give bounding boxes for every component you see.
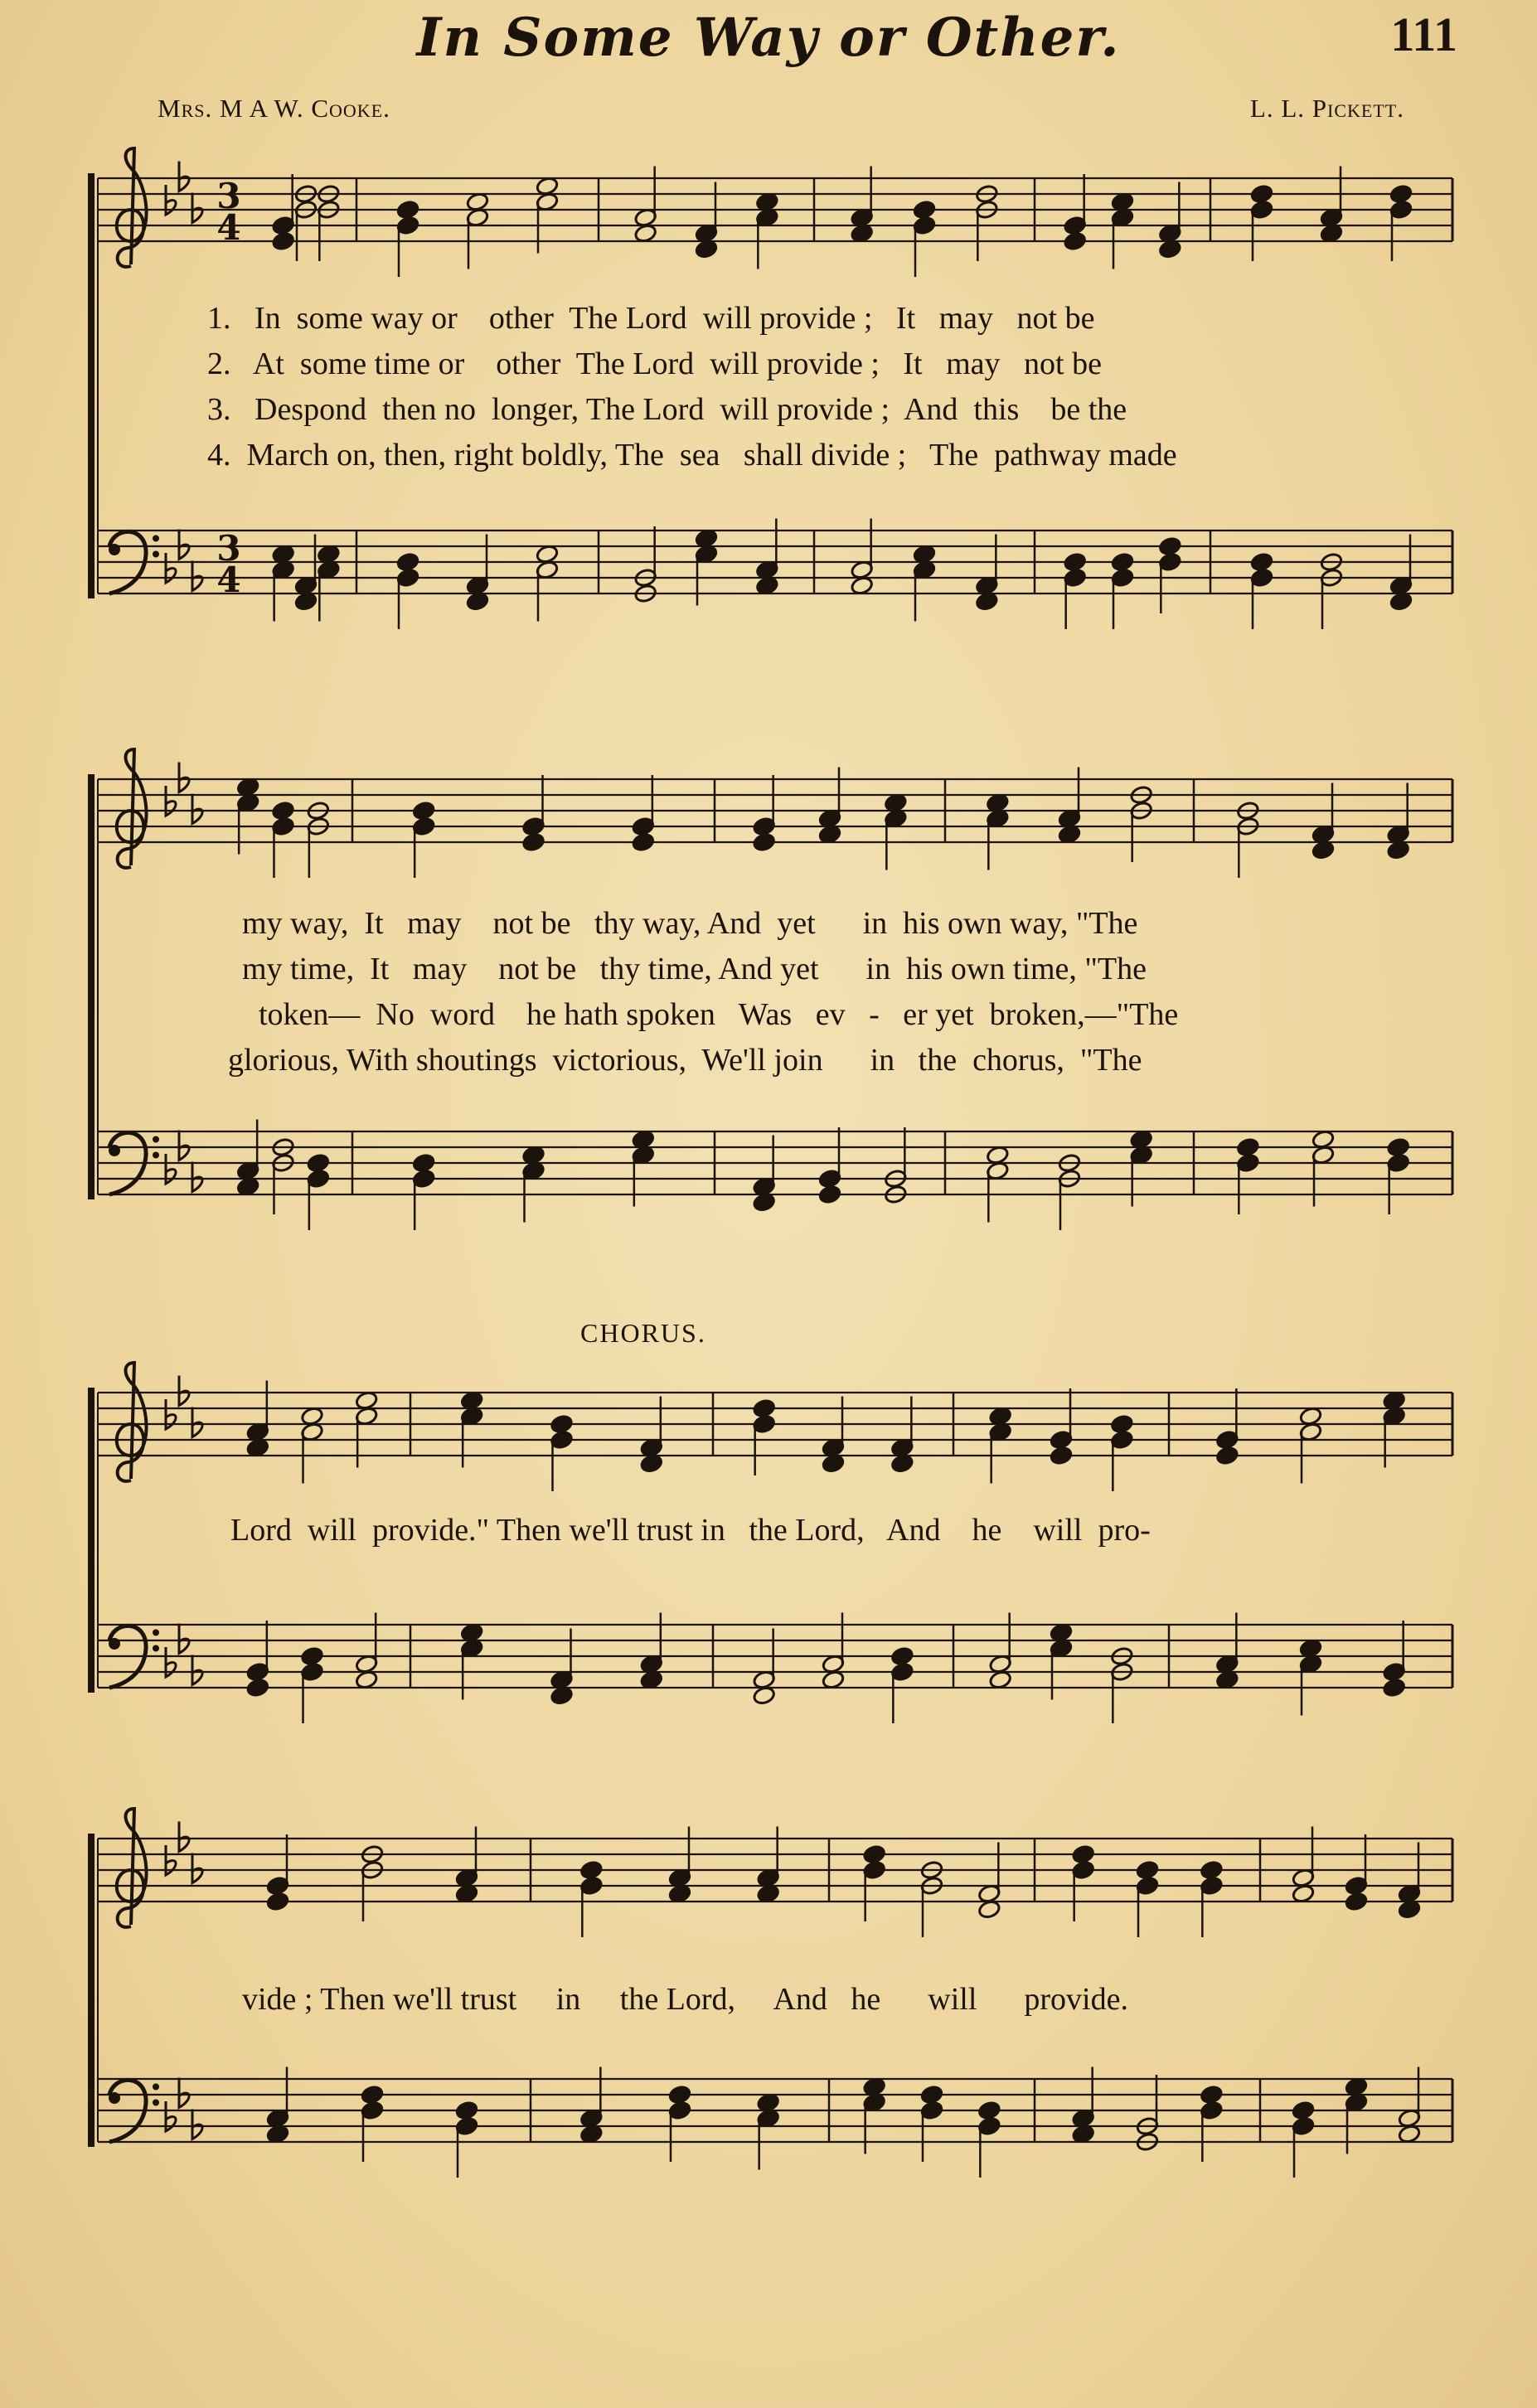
flat-icon (192, 193, 202, 223)
treble-clef-icon (117, 1363, 147, 1481)
lyric-verse-1: 1. In some way or other The Lord will provide ; It may not be (207, 301, 1095, 336)
lyric-verse-4: glorious, With shoutings victorious, We'll join in the chorus, "The (228, 1043, 1142, 1078)
flat-icon (179, 1376, 189, 1406)
treble-clef-icon (117, 1809, 147, 1927)
lyric-verse-1: my way, It may not be thy way, And yet in his own way, "The (242, 906, 1138, 941)
flat-icon (179, 2078, 189, 2108)
note-head (1236, 1137, 1259, 1157)
bass-clef-dot (109, 2092, 120, 2104)
note-head (752, 832, 775, 852)
flat-icon (192, 2110, 202, 2139)
note-head (1071, 1844, 1094, 1864)
note-head (1111, 552, 1134, 572)
lyric-verse-2: 2. At some time or other The Lord will provide ; It may not be (207, 346, 1102, 381)
lyric-chorus-end: vide ; Then we'll trust in the Lord, And he will provide. (242, 1982, 1128, 2017)
bass-clef-dot (153, 1136, 159, 1143)
flat-icon (179, 763, 189, 792)
note-head (1389, 184, 1413, 204)
bass-clef-dot (153, 535, 159, 542)
composer-credit: L. L. Pickett. (1249, 94, 1404, 123)
note-head (271, 231, 294, 251)
flat-icon (179, 1624, 189, 1654)
chorus-label: CHORUS. (580, 1318, 706, 1348)
flat-icon (192, 1162, 202, 1192)
note-head (266, 1892, 289, 1911)
note-head (752, 1398, 775, 1418)
flat-icon (192, 1655, 202, 1685)
treble-clef-icon (117, 749, 147, 868)
time-signature-bottom: 4 (216, 207, 241, 248)
note-head (455, 2100, 478, 2120)
flat-icon (179, 1822, 189, 1852)
note-head (396, 200, 419, 220)
note-head (920, 2085, 943, 2105)
note-head (396, 552, 419, 572)
bass-clef-dot (153, 1630, 159, 1636)
note-head (361, 2085, 384, 2105)
flat-icon (192, 1853, 202, 1883)
note-head (1063, 231, 1086, 251)
note-head (862, 1844, 885, 1864)
note-head (1250, 552, 1273, 572)
note-head (1386, 1137, 1409, 1157)
bass-clef-dot (153, 1645, 159, 1652)
treble-clef-icon (117, 148, 147, 267)
bass-clef-dot (109, 1638, 120, 1650)
note-head (1345, 1892, 1368, 1911)
note-head (632, 832, 655, 852)
note-head (818, 1185, 841, 1204)
bass-clef-dot (109, 1145, 120, 1156)
note-head (1250, 184, 1273, 204)
bass-clef-dot (153, 551, 159, 558)
flat-icon (192, 561, 202, 591)
bass-clef-dot (109, 544, 120, 555)
bass-clef-dot (153, 2084, 159, 2091)
lyric-verse-3: 3. Despond then no longer, The Lord will provide ; And this be the (207, 392, 1127, 427)
note-head (1158, 536, 1181, 556)
flat-icon (192, 794, 202, 824)
flat-icon (179, 162, 189, 191)
hymn-title: In Some Way or Other. (416, 7, 1121, 69)
note-head (1200, 2085, 1223, 2105)
note-head (913, 200, 936, 220)
note-head (300, 1646, 323, 1666)
lyric-verse-2: my time, It may not be thy time, And yet in his own time, "The (242, 952, 1147, 986)
note-head (1050, 1446, 1073, 1466)
note-head (1382, 1678, 1405, 1698)
note-head (246, 1678, 269, 1698)
flat-icon (179, 1131, 189, 1160)
note-head (550, 1414, 573, 1434)
bass-clef-dot (153, 2100, 159, 2106)
note-head (307, 1153, 330, 1173)
note-head (412, 801, 435, 821)
note-head (1200, 1860, 1223, 1880)
note-head (977, 2100, 1001, 2120)
time-signature-top: 3 (216, 176, 241, 216)
note-head (1136, 1860, 1159, 1880)
time-signature-top: 3 (216, 528, 241, 569)
lyric-verse-4: 4. March on, then, right boldly, The sea shall divide ; The pathway made (207, 438, 1177, 472)
bass-clef-dot (153, 1152, 159, 1159)
note-head (1063, 552, 1086, 572)
time-signature-bottom: 4 (216, 560, 241, 600)
page-number: 111 (1390, 7, 1457, 61)
flat-icon (192, 1407, 202, 1437)
note-head (1292, 2100, 1315, 2120)
note-head (1215, 1446, 1239, 1466)
note-head (890, 1646, 914, 1666)
note-head (521, 832, 545, 852)
lyric-chorus: Lord will provide." Then we'll trust in the Lord, And he will pro- (230, 1513, 1151, 1548)
lyric-verse-3: token— No word he hath spoken Was ev - er yet broken,—"The (259, 997, 1179, 1032)
note-head (579, 1860, 603, 1880)
flat-icon (179, 530, 189, 560)
note-head (1110, 1414, 1133, 1434)
note-head (668, 2085, 691, 2105)
note-head (271, 801, 294, 821)
note-head (412, 1153, 435, 1173)
lyricist-credit: Mrs. M A W. Cooke. (158, 94, 390, 123)
